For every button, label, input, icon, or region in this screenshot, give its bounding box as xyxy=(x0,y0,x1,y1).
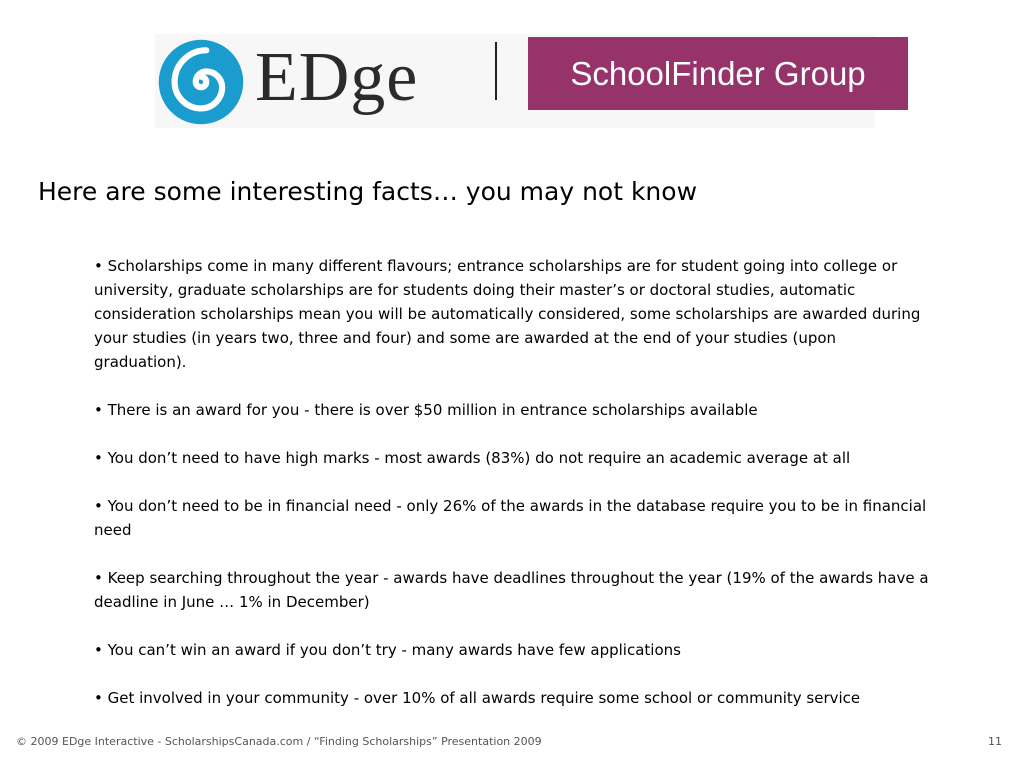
logo-divider xyxy=(495,42,497,100)
fact-item: • You can’t win an award if you don’t try - many awards have few applications xyxy=(94,641,681,659)
facts-list xyxy=(94,254,929,710)
footer-copyright: © 2009 EDge Interactive - ScholarshipsCanada.com / “Finding Scholarships” Presentation 2009 xyxy=(16,735,542,748)
fact-item: • You don’t need to be in financial need - only 26% of the awards in the database require you to be in financial need xyxy=(94,497,927,539)
edge-wordmark: EDge xyxy=(255,39,419,116)
fact-item: • Get involved in your community - over 10% of all awards require some school or community service xyxy=(94,689,861,707)
page-number: 11 xyxy=(988,735,1002,748)
header-logo xyxy=(155,34,910,128)
fact-item: • Scholarships come in many different flavours; entrance scholarships are for student going into college or university, graduate scholarships are for students doing their master’s or doctoral studies, automatic consideration scholarships mean you will be automatically considered, some scholarships are awarded during your studies (in years two, three and four) and some are awarded at the end of your studies (upon graduation). xyxy=(94,257,921,371)
fact-item: • There is an award for you - there is over $50 million in entrance scholarships available xyxy=(94,401,758,419)
spiral-icon xyxy=(157,38,245,126)
slide-title: Here are some interesting facts… you may not know xyxy=(38,177,698,206)
fact-item: • Keep searching throughout the year - awards have deadlines throughout the year (19% of the awards have a deadline in June … 1% in December) xyxy=(94,569,929,611)
schoolfinder-group-badge: SchoolFinder Group xyxy=(528,37,908,110)
fact-item: • You don’t need to have high marks - most awards (83%) do not require an academic average at all xyxy=(94,449,851,467)
